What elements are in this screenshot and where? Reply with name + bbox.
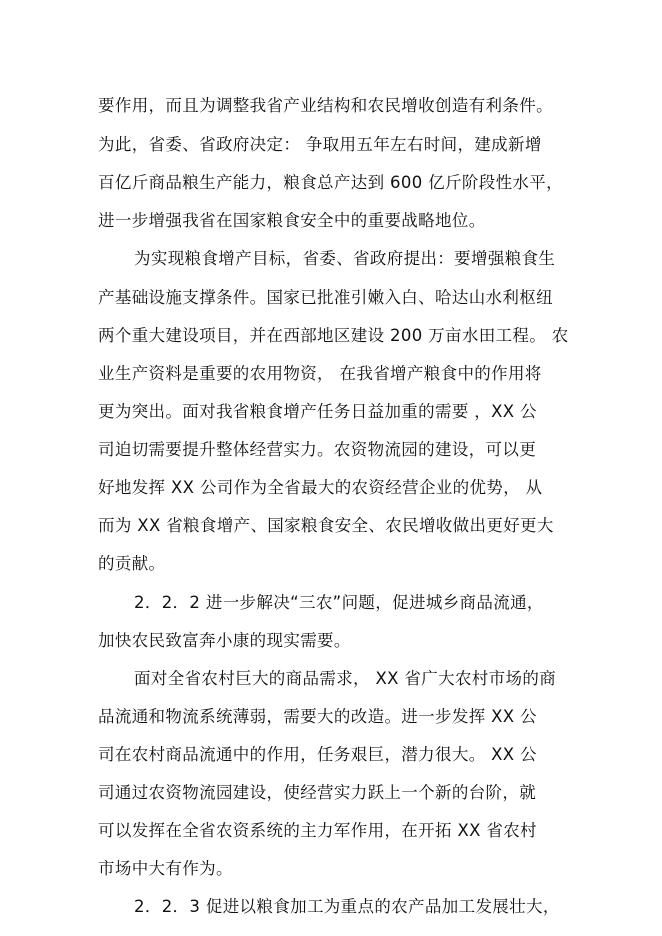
paragraph-line: 为此，省委、省政府决定： 争取用五年左右时间，建成新增: [98, 135, 542, 154]
paragraph-line: 产基础设施支撑条件。国家已批准引嫩入白、哈达山水利枢纽: [98, 288, 553, 307]
paragraph-line: 好地发挥 XX 公司作为全省最大的农资经营企业的优势， 从: [98, 478, 543, 497]
paragraph-line: 司通过农资物流园建设，使经营实力跃上一个新的台阶，就: [98, 783, 537, 802]
paragraph-line: 更为突出。面对我省粮食增产任务日益加重的需要 ，XX 公: [98, 402, 537, 421]
paragraph-line: 进一步增强我省在国家粮食安全中的重要战略地位。: [98, 211, 486, 230]
section-heading-line: 加快农民致富奔小康的现实需要。: [98, 631, 351, 650]
section-heading-line: 2．2．2 进一步解决“三农”问题，促进城乡商品流通，: [134, 593, 544, 612]
paragraph-line: 市场中大有作为。: [98, 859, 233, 878]
paragraph-line: 两个重大建设项目，并在西部地区建设 200 万亩水田工程。 农: [98, 326, 569, 345]
paragraph-line: 而为 XX 省粮食增产、国家粮食安全、农民增收做出更好更大: [98, 516, 554, 535]
paragraph-line: 面对全省农村巨大的商品需求， XX 省广大农村市场的商: [134, 669, 557, 688]
paragraph-line: 为实现粮食增产目标，省委、省政府提出：要增强粮食生: [134, 249, 556, 268]
paragraph-line: 可以发挥在全省农资系统的主力军作用，在开拓 XX 省农村: [98, 821, 537, 840]
paragraph-line: 品流通和物流系统薄弱，需要大的改造。进一步发挥 XX 公: [98, 707, 537, 726]
paragraph-line: 的贡献。: [98, 554, 166, 573]
section-heading-line: 2．2．3 促进以粮食加工为重点的农产品加工发展壮大，: [134, 897, 560, 916]
paragraph-line: 要作用，而且为调整我省产业结构和农民增收创造有利条件。: [98, 96, 553, 115]
paragraph-line: 司迫切需要提升整体经营实力。农资物流园的建设，可以更: [98, 440, 537, 459]
paragraph-line: 司在农村商品流通中的作用，任务艰巨，潜力很大。 XX 公: [98, 745, 537, 764]
paragraph-line: 百亿斤商品粮生产能力，粮食总产达到 600 亿斤阶段性水平，: [98, 173, 563, 192]
paragraph-line: 业生产资料是重要的农用物资， 在我省增产粮食中的作用将: [98, 364, 542, 383]
